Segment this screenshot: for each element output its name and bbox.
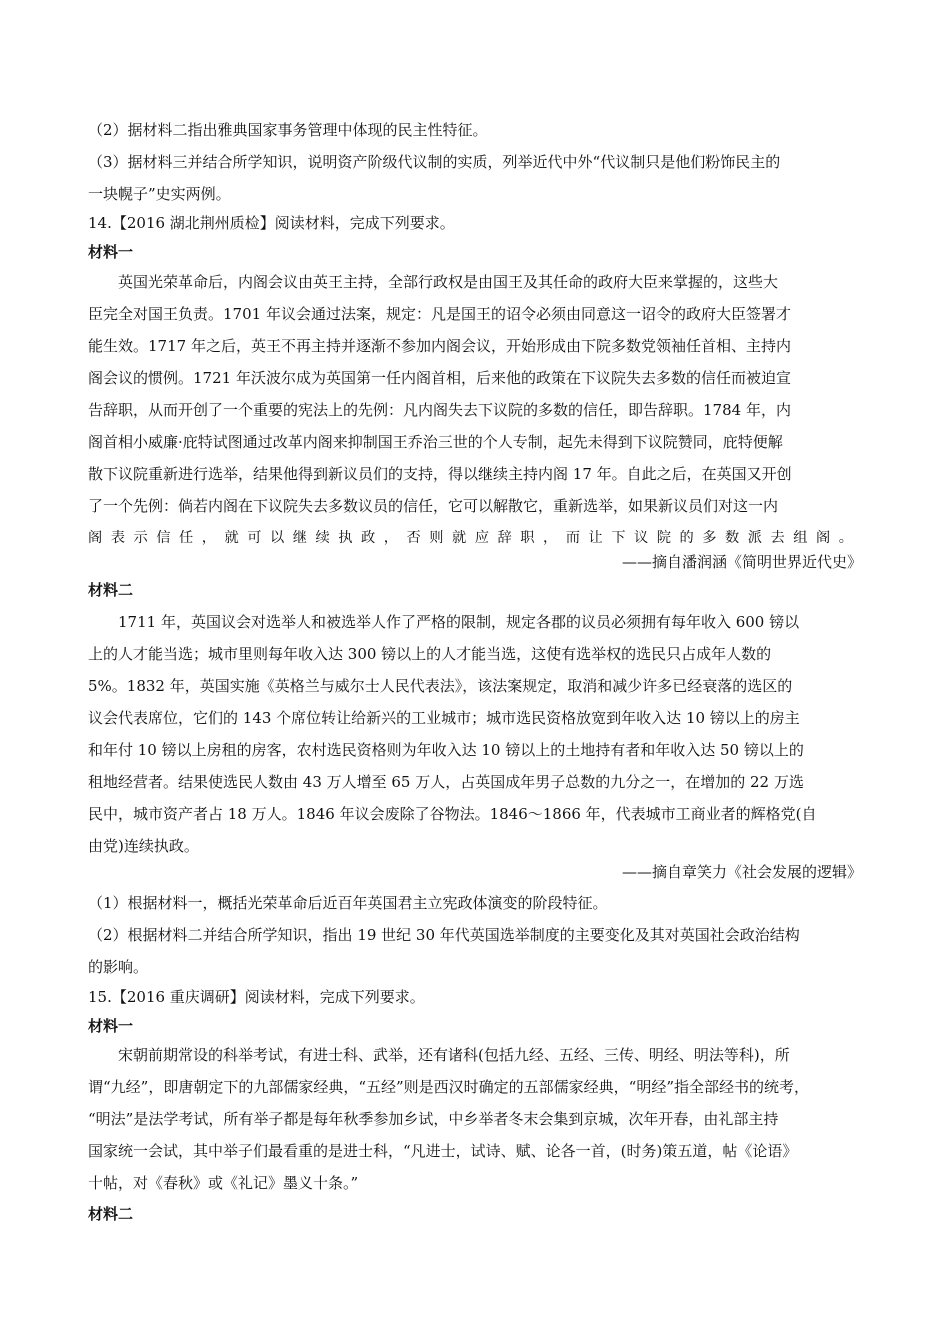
q14-m2-line: 租地经营者。结果使选民人数由 43 万人增至 65 万人，占英国成年男子总数的九分之一，在增加的 22 万选 [88, 773, 804, 791]
q14-m1-line: 能生效。1717 年之后，英王不再主持并逐渐不参加内阁会议，开始形成由下院多数党领袖任首相、主持内 [88, 337, 791, 355]
question-3-text-line2: 一块幌子”史实两例。 [88, 185, 231, 203]
q14-heading: 14.【2016 湖北荆州质检】阅读材料，完成下列要求。 [88, 214, 455, 232]
q14-question-1: （1）根据材料一，概括光荣革命后近百年英国君主立宪政体演变的阶段特征。 [88, 894, 608, 912]
question-3-text-line1: （3）据材料三并结合所学知识，说明资产阶级代议制的实质，列举近代中外“代议制只是他们粉饰民主的 [88, 153, 781, 171]
q14-m2-line: 议会代表席位，它们的 143 个席位转让给新兴的工业城市；城市选民资格放宽到年收入达 10 镑以上的房主 [88, 709, 800, 727]
q14-question-2-line2: 的影响。 [88, 958, 149, 976]
q15-material1-label: 材料一 [88, 1017, 134, 1035]
q15-m1-line: 国家统一会试，其中举子们最看重的是进士科，“凡进士，试诗、赋、论各一首，(时务)策五道，帖《论语》 [88, 1142, 798, 1160]
q14-m2-line: 和年付 10 镑以上房租的房客，农村选民资格则为年收入达 10 镑以上的土地持有者和年收入达 50 镑以上的 [88, 741, 804, 759]
q14-m2-line: 5%。1832 年，英国实施《英格兰与威尔士人民代表法》，该法案规定，取消和减少许多已经衰落的选区的 [88, 677, 793, 695]
q14-m1-line: 了一个先例：倘若内阁在下议院失去多数议员的信任，它可以解散它，重新选举，如果新议员们对这一内 [88, 497, 779, 515]
q15-material2-label: 材料二 [88, 1205, 134, 1223]
question-2-text: （2）据材料二指出雅典国家事务管理中体现的民主性特征。 [88, 121, 488, 139]
q14-m1-line: 阁会议的惯例。1721 年沃波尔成为英国第一任内阁首相，后来他的政策在下议院失去多数的信任而被迫宣 [88, 369, 791, 387]
q15-m1-line: 十帖，对《春秋》或《礼记》墨义十条。” [88, 1174, 359, 1192]
q14-material1-label: 材料一 [88, 243, 134, 261]
q14-m1-line: 告辞职，从而开创了一个重要的宪法上的先例：凡内阁失去下议院的多数的信任，即告辞职。1784 年，内 [88, 401, 791, 419]
q15-heading: 15.【2016 重庆调研】阅读材料，完成下列要求。 [88, 988, 425, 1006]
q14-m2-line: 1711 年，英国议会对选举人和被选举人作了严格的限制，规定各郡的议员必须拥有每年收入 600 镑以 [118, 613, 800, 631]
q14-m2-line: 民中，城市资产者占 18 万人。1846 年议会废除了谷物法。1846～1866 年，代表城市工商业者的辉格党(自 [88, 805, 817, 823]
q14-question-2-line1: （2）根据材料二并结合所学知识，指出 19 世纪 30 年代英国选举制度的主要变化及其对英国社会政治结构 [88, 926, 800, 944]
q15-m1-line: 宋朝前期常设的科举考试，有进士科、武举，还有诸科(包括九经、五经、三传、明经、明法等科)，所 [118, 1046, 790, 1064]
q14-m1-line: 英国光荣革命后，内阁会议由英王主持，全部行政权是由国王及其任命的政府大臣来掌握的，这些大 [118, 273, 779, 291]
q15-m1-line: 谓“九经”，即唐朝定下的九部儒家经典，“五经”则是西汉时确定的五部儒家经典，“明经”指全部经书的统考， [88, 1078, 810, 1096]
q14-m2-source: ——摘自章笑力《社会发展的逻辑》 [621, 863, 862, 881]
q14-m2-line: 上的人才能当选；城市里则每年收入达 300 镑以上的人才能当选，这使有选举权的选民只占成年人数的 [88, 645, 772, 663]
q14-m1-line: 散下议院重新进行选举，结果他得到新议员们的支持，得以继续主持内阁 17 年。自此之后，在英国又开创 [88, 465, 792, 483]
q14-m1-line: 阁首相小威廉·庇特试图通过改革内阁来抑制国王乔治三世的个人专制，起先未得到下议院赞同，庇特便解 [88, 433, 783, 451]
q14-m1-line: 阁表示信任，就可以继续执政，否则就应辞职，而让下议院的多数派去组阁。 [88, 530, 862, 546]
q14-m1-source: ——摘自潘润涵《简明世界近代史》 [621, 553, 862, 571]
q15-m1-line: “明法”是法学考试，所有举子都是每年秋季参加乡试，中乡举者冬末会集到京城，次年开春，由礼部主持 [88, 1110, 779, 1128]
q14-m2-line: 由党)连续执政。 [88, 837, 199, 855]
q14-material2-label: 材料二 [88, 581, 134, 599]
q14-m1-line: 臣完全对国王负责。1701 年议会通过法案，规定：凡是国王的诏令必须由同意这一诏令的政府大臣签署才 [88, 305, 791, 323]
